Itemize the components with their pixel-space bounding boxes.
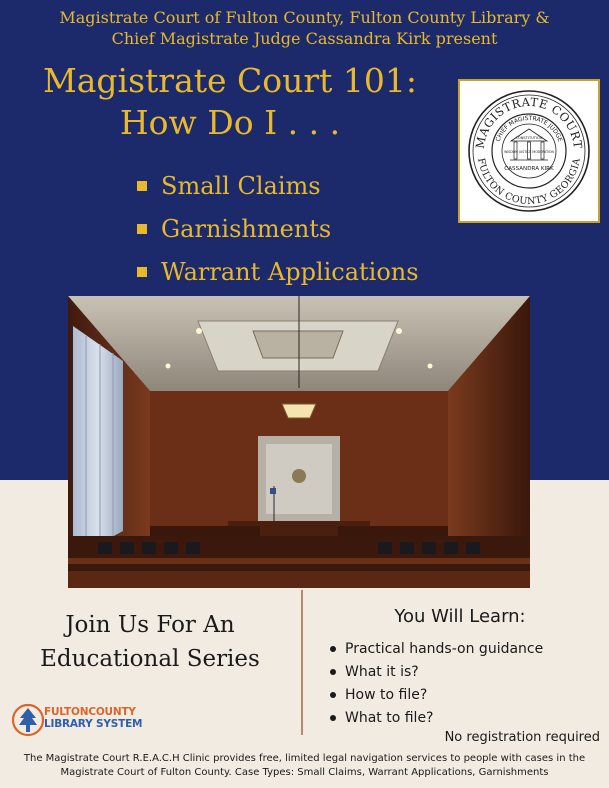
seal-banner-text: CONSTITUTION bbox=[515, 136, 543, 140]
seal-text-name: CASSANDRA KIRK bbox=[504, 166, 554, 172]
courtroom-photo bbox=[68, 296, 530, 588]
topic-item bbox=[137, 211, 419, 254]
presenters-line-2: Chief Magistrate Judge Cassandra Kirk present bbox=[111, 29, 498, 48]
tree-icon bbox=[19, 708, 37, 732]
footer-line-1: The Magistrate Court R.E.A.C.H Clinic provides free, limited legal navigation services to people with cases in the bbox=[23, 753, 586, 764]
title-line-1: Magistrate Court 101: bbox=[42, 61, 418, 100]
presenters-line-1: Magistrate Court of Fulton County, Fulton County Library & bbox=[59, 8, 550, 27]
learn-list bbox=[330, 639, 543, 731]
learn-item bbox=[330, 662, 543, 685]
join-us-heading bbox=[0, 608, 300, 676]
learn-item-label: What it is? bbox=[345, 664, 419, 680]
learn-item bbox=[330, 639, 543, 662]
title-line-2: How Do I . . . bbox=[119, 103, 341, 142]
topic-list bbox=[137, 168, 419, 297]
seal-icon bbox=[460, 81, 598, 221]
join-line-2: Educational Series bbox=[40, 646, 260, 672]
learn-item-label: What to file? bbox=[345, 710, 434, 726]
learn-item-label: How to file? bbox=[345, 687, 428, 703]
presenters-text bbox=[0, 7, 609, 49]
seal-pillar-text: WISDOM JUSTICE MODERATION bbox=[504, 150, 554, 154]
library-logo-text bbox=[44, 706, 142, 730]
topic-item bbox=[137, 254, 419, 297]
bullet-square-icon bbox=[137, 267, 147, 277]
learn-heading: You Will Learn: bbox=[394, 606, 526, 627]
topic-item bbox=[137, 168, 419, 211]
bullet-square-icon bbox=[137, 224, 147, 234]
no-registration-note: No registration required bbox=[444, 730, 600, 745]
topic-label: Garnishments bbox=[161, 215, 332, 243]
seal-text-top: MAGISTRATE COURT bbox=[472, 94, 586, 150]
seal-text-bottom: FULTON COUNTY GEORGIA bbox=[475, 157, 583, 208]
learn-item bbox=[330, 708, 543, 731]
learn-item-label: Practical hands-on guidance bbox=[345, 641, 544, 657]
learn-item bbox=[330, 685, 543, 708]
bullet-dot-icon bbox=[330, 715, 336, 721]
seal-text-inner: CHIEF MAGISTRATE JUDGE bbox=[494, 114, 564, 143]
bullet-dot-icon bbox=[330, 669, 336, 675]
bullet-dot-icon bbox=[330, 692, 336, 698]
svg-text:FULTON COUNTY GEORGIA bbox=[475, 157, 583, 207]
join-line-1: Join Us For An bbox=[65, 612, 235, 638]
svg-text:MAGISTRATE COURT bbox=[473, 95, 585, 150]
page-title bbox=[10, 60, 450, 144]
topic-label: Warrant Applications bbox=[161, 258, 419, 286]
logo-line-2: LIBRARY SYSTEM bbox=[44, 718, 143, 730]
footer-line-2: Magistrate Court of Fulton County. Case Types: Small Claims, Warrant Applications, Garnishments bbox=[60, 767, 549, 778]
logo-line-1: FULTONCOUNTY bbox=[44, 706, 136, 718]
footer-text bbox=[0, 752, 609, 780]
court-seal bbox=[458, 79, 600, 223]
topic-label: Small Claims bbox=[161, 172, 321, 200]
bullet-dot-icon bbox=[330, 646, 336, 652]
bullet-square-icon bbox=[137, 181, 147, 191]
vertical-divider bbox=[301, 590, 303, 735]
